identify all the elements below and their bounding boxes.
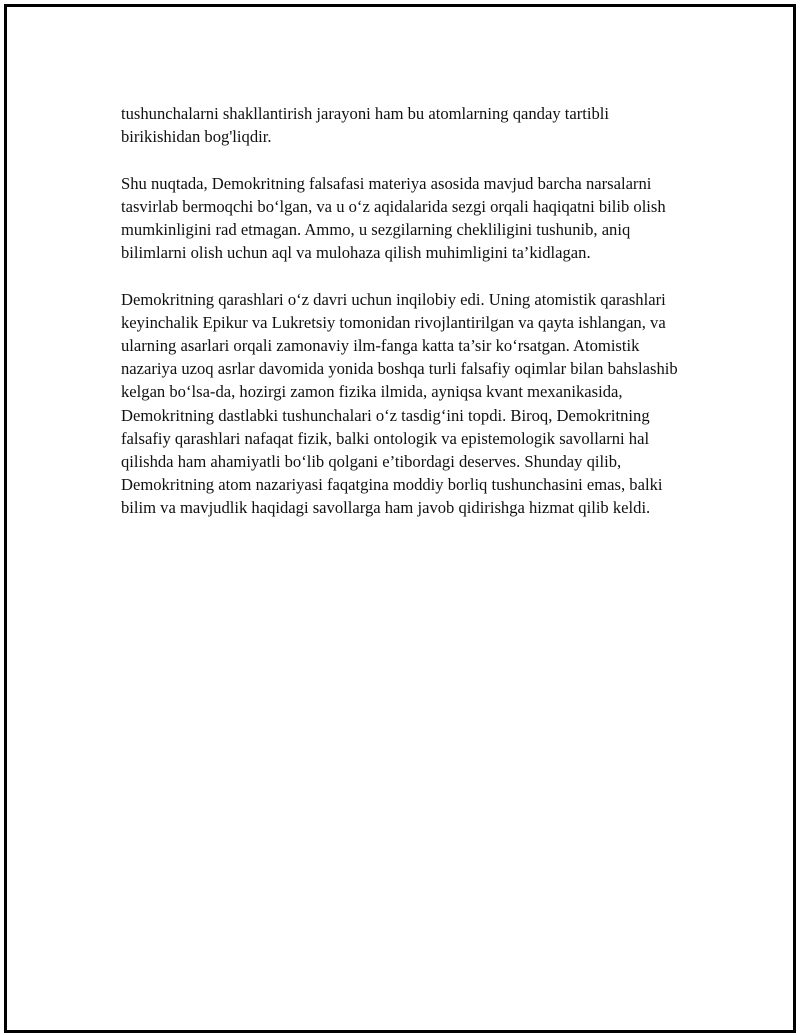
paragraph-1: tushunchalarni shakllantirish jarayoni ham bu atomlarning qanday tartibli birikishidan bog'liqdir. bbox=[121, 104, 610, 147]
paragraph-3: Demokritning qarashlari o‘z davri uchun inqilobiy edi. Uning atomistik qarashlari keyinchalik Epikur va Lukretsiy tomonidan rivojlantirilgan va qayta ishlangan, va ularning asarlari orqali zamonaviy ilm-fanga katta ta’sir ko‘rsatgan. Atomistik nazariya uzoq asrlar davomida yonida boshqa turli falsafiy oqimlar bilan bahslashib kelgan bo‘lsa-da, hozirgi zamon fizika ilmida, ayniqsa kvant mexanikasida, Demokritning dastlabki tushunchalari o‘z tasdig‘ini topdi. Biroq, Demokritning falsafiy qarashlari nafaqat fizik, balki ontologik va epistemologik savollarni hal qilishda ham ahamiyatli bo‘lib qolgani e’tibordagi deserves. Shunday qilib, Demokritning atom nazariyasi faqatgina moddiy borliq tushunchasini emas, balki bilim va mavjudlik haqidagi savollarga ham javob qidirishga hizmat qilib keldi. bbox=[121, 289, 678, 518]
paragraph-2: Shu nuqtada, Demokritning falsafasi materiya asosida mavjud barcha narsalarni tasvirlab bermoqchi bo‘lgan, va u o‘z aqidalarida sezgi orqali haqiqatni bilib olish mumkinligini rad etmagan. Ammo, u sezgilarning chekliligini tushunib, aniq bilimlarni olish uchun aql va mulohaza qilish muhimligini ta’kidlagan. bbox=[121, 173, 666, 263]
document-body bbox=[121, 102, 691, 543]
page-frame bbox=[4, 4, 796, 1033]
